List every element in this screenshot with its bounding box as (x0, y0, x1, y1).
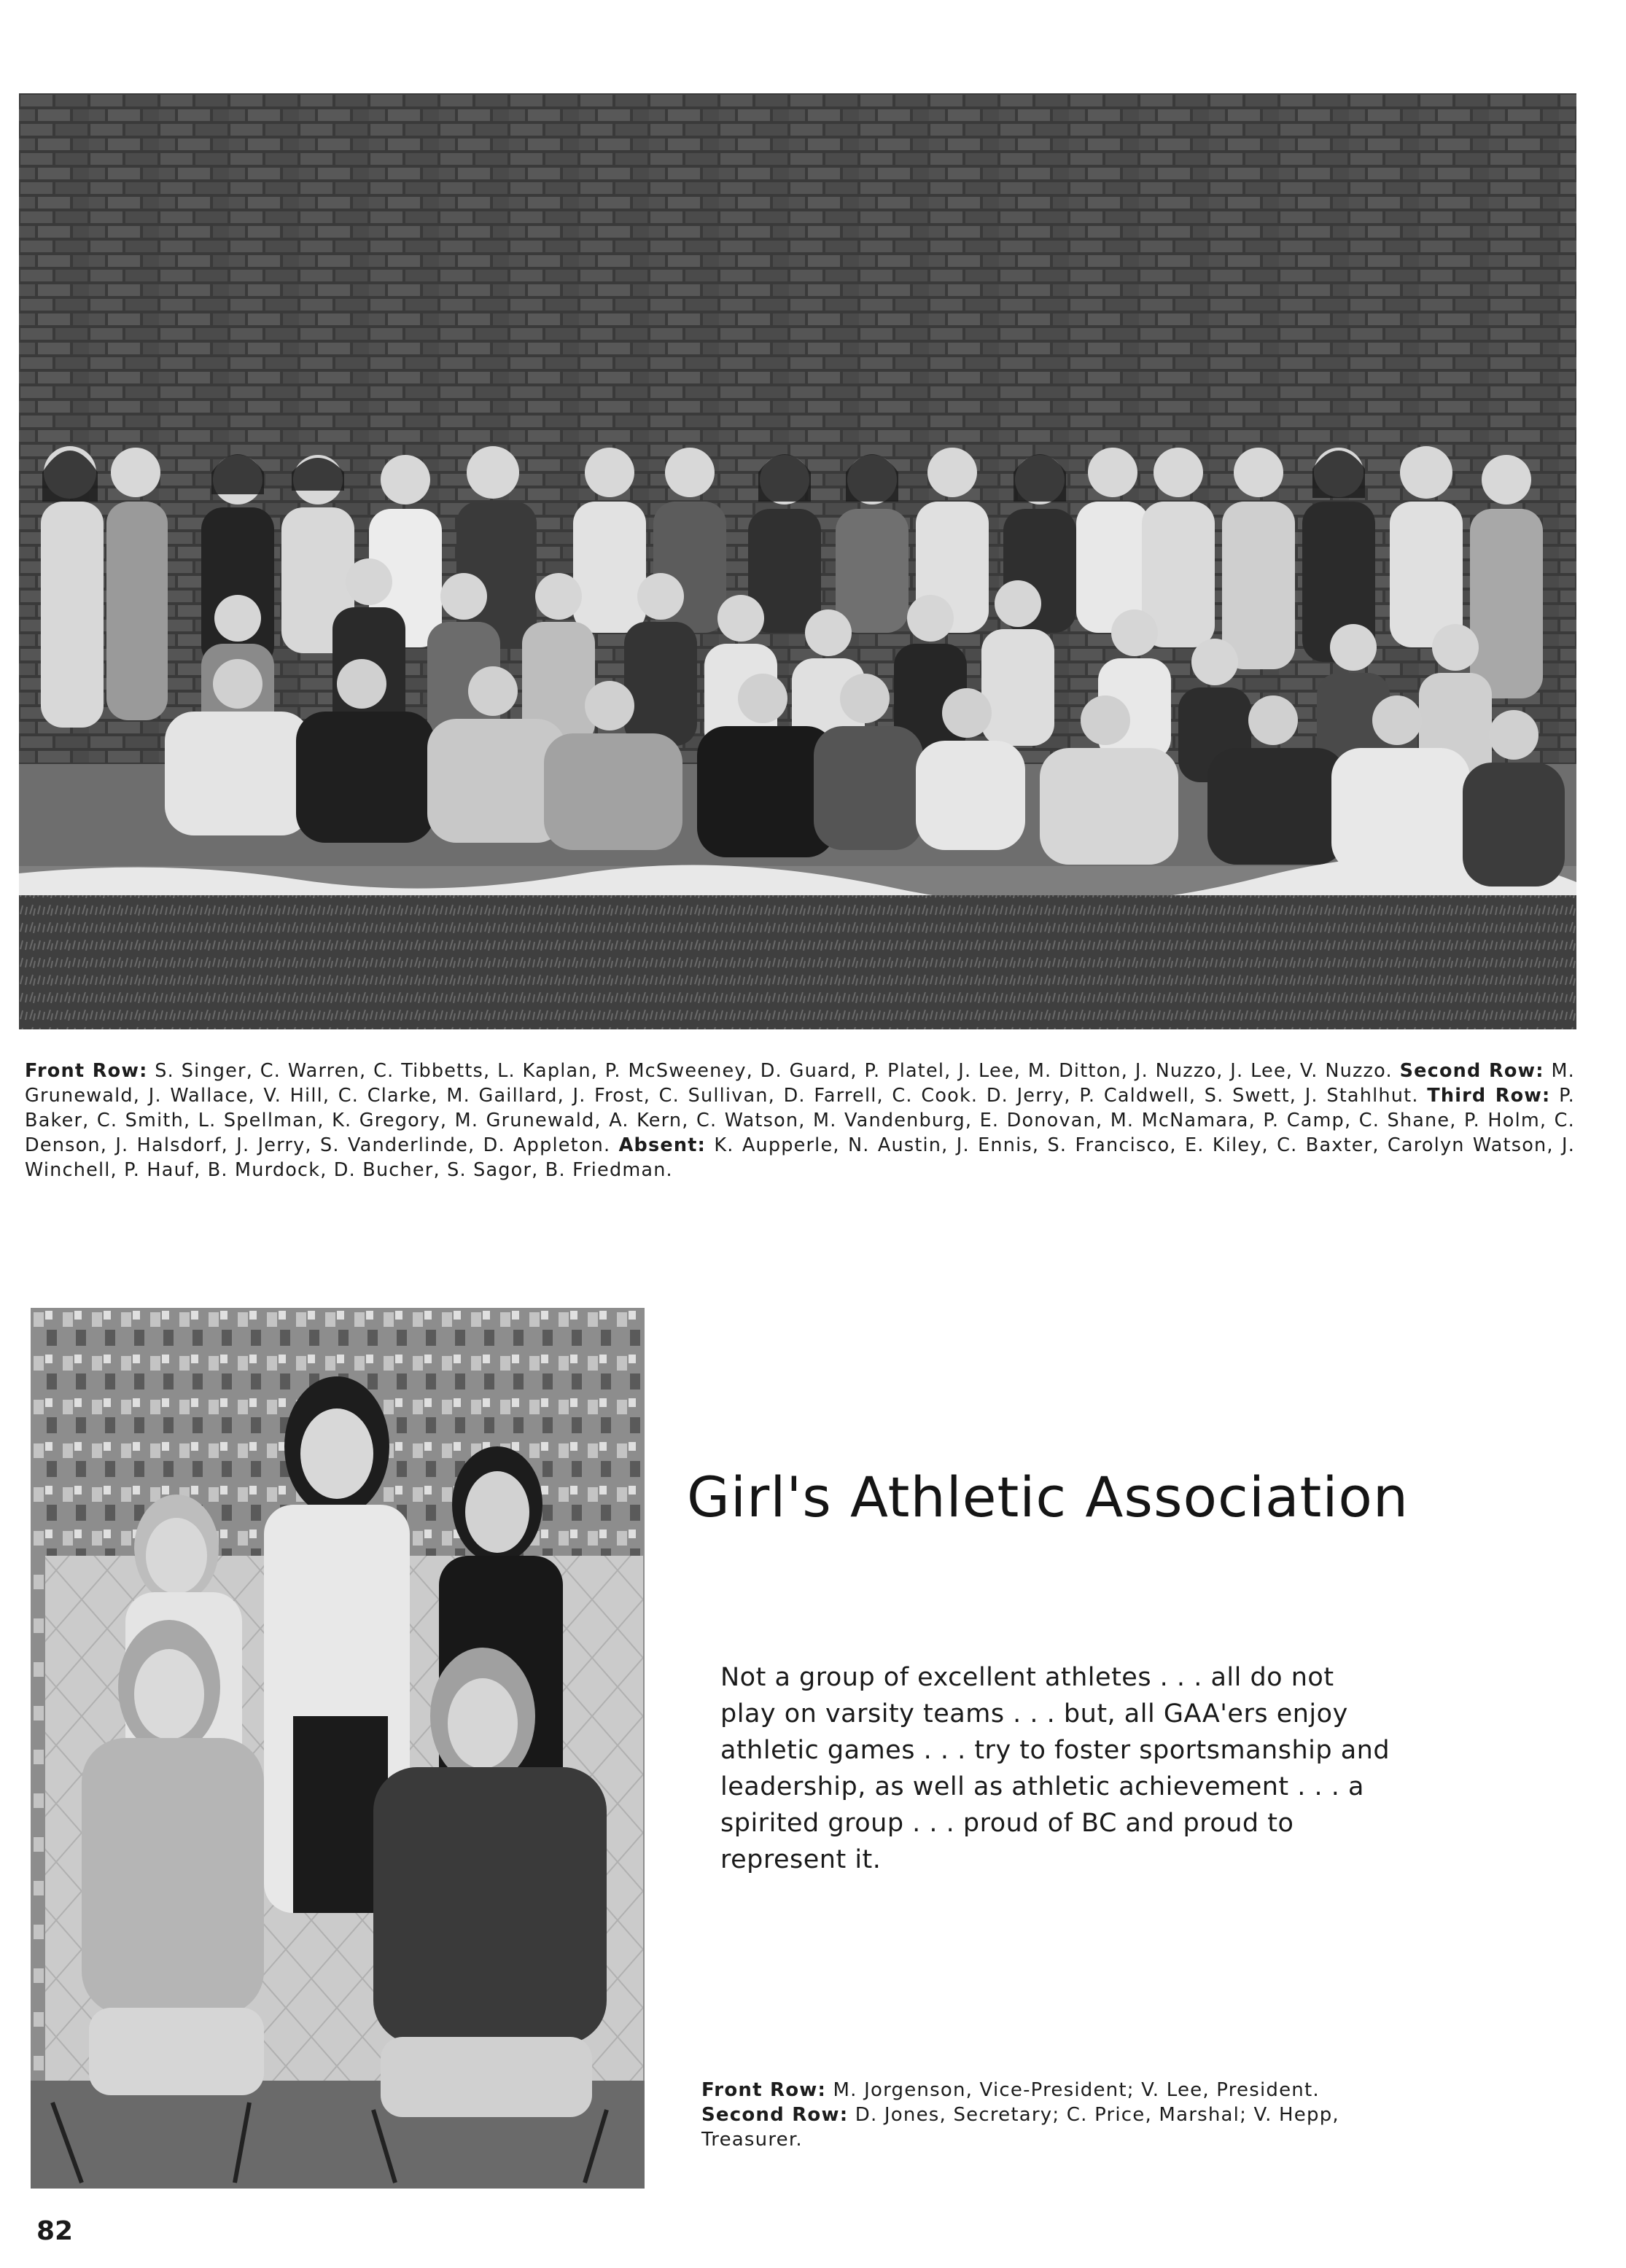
caption-row-label: Front Row: (25, 1060, 148, 1082)
caption-row-names: S. Singer, C. Warren, C. Tibbetts, L. Kaplan, P. McSweeney, D. Guard, P. Platel, J. Lee, M. Ditton, J. Nuzzo, J. Lee, V. Nuzzo. (155, 1060, 1393, 1082)
caption-row-names: M. Grunewald, J. Wallace, V. Hill, C. Clarke, M. Gaillard, J. Frost, C. Sullivan, D. Farrell, C. Cook. D. Jerry, P. Caldwell, S. Swett, J. Stahlhut. (25, 1060, 1575, 1107)
body-paragraph: Not a group of excellent athletes . . . all do not play on varsity teams . . . but, all GAA'ers enjoy athletic games . . . try to foster sportsmanship and leadership, as well as athletic achievement . . . a spirited group . . . proud of BC and proud to represent it. (720, 1663, 1390, 1874)
caption-row-label: Third Row: (1427, 1085, 1551, 1107)
caption-row-names: D. Jones, Secretary; C. Price, Marshal; V. Hepp, Treasurer. (701, 2104, 1339, 2151)
caption-row-label: Absent: (618, 1134, 707, 1156)
caption-row-label: Second Row: (701, 2104, 849, 2126)
caption-row-names: P. Baker, C. Smith, L. Spellman, K. Gregory, M. Grunewald, A. Kern, C. Watson, M. Vandenburg, E. Donovan, M. McNamara, P. Camp, C. Shane, P. Holm, C. Denson, J. Halsdorf, J. Jerry, S. Vanderlinde, D. Appleton. (25, 1085, 1575, 1156)
group-photo-caption (25, 1059, 1575, 1182)
officers-photo-image (31, 1308, 645, 2189)
page-title: Girl's Athletic Association (687, 1465, 1409, 1529)
caption-row-names: K. Aupperle, N. Austin, J. Ennis, S. Francisco, E. Kiley, C. Baxter, Carolyn Watson, J. Winchell, P. Hauf, B. Murdock, D. Bucher, S. Sagor, B. Friedman. (25, 1134, 1575, 1181)
caption-row-names: M. Jorgenson, Vice-President; V. Lee, President. (833, 2079, 1320, 2101)
group-photo (19, 93, 1576, 1029)
officers-photo (31, 1308, 645, 2189)
officers-photo-caption (701, 2078, 1372, 2152)
page-number: 82 (36, 2216, 74, 2246)
caption-row-label: Second Row: (1399, 1060, 1544, 1082)
group-photo-image (19, 93, 1576, 1029)
caption-row-label: Front Row: (701, 2079, 827, 2101)
